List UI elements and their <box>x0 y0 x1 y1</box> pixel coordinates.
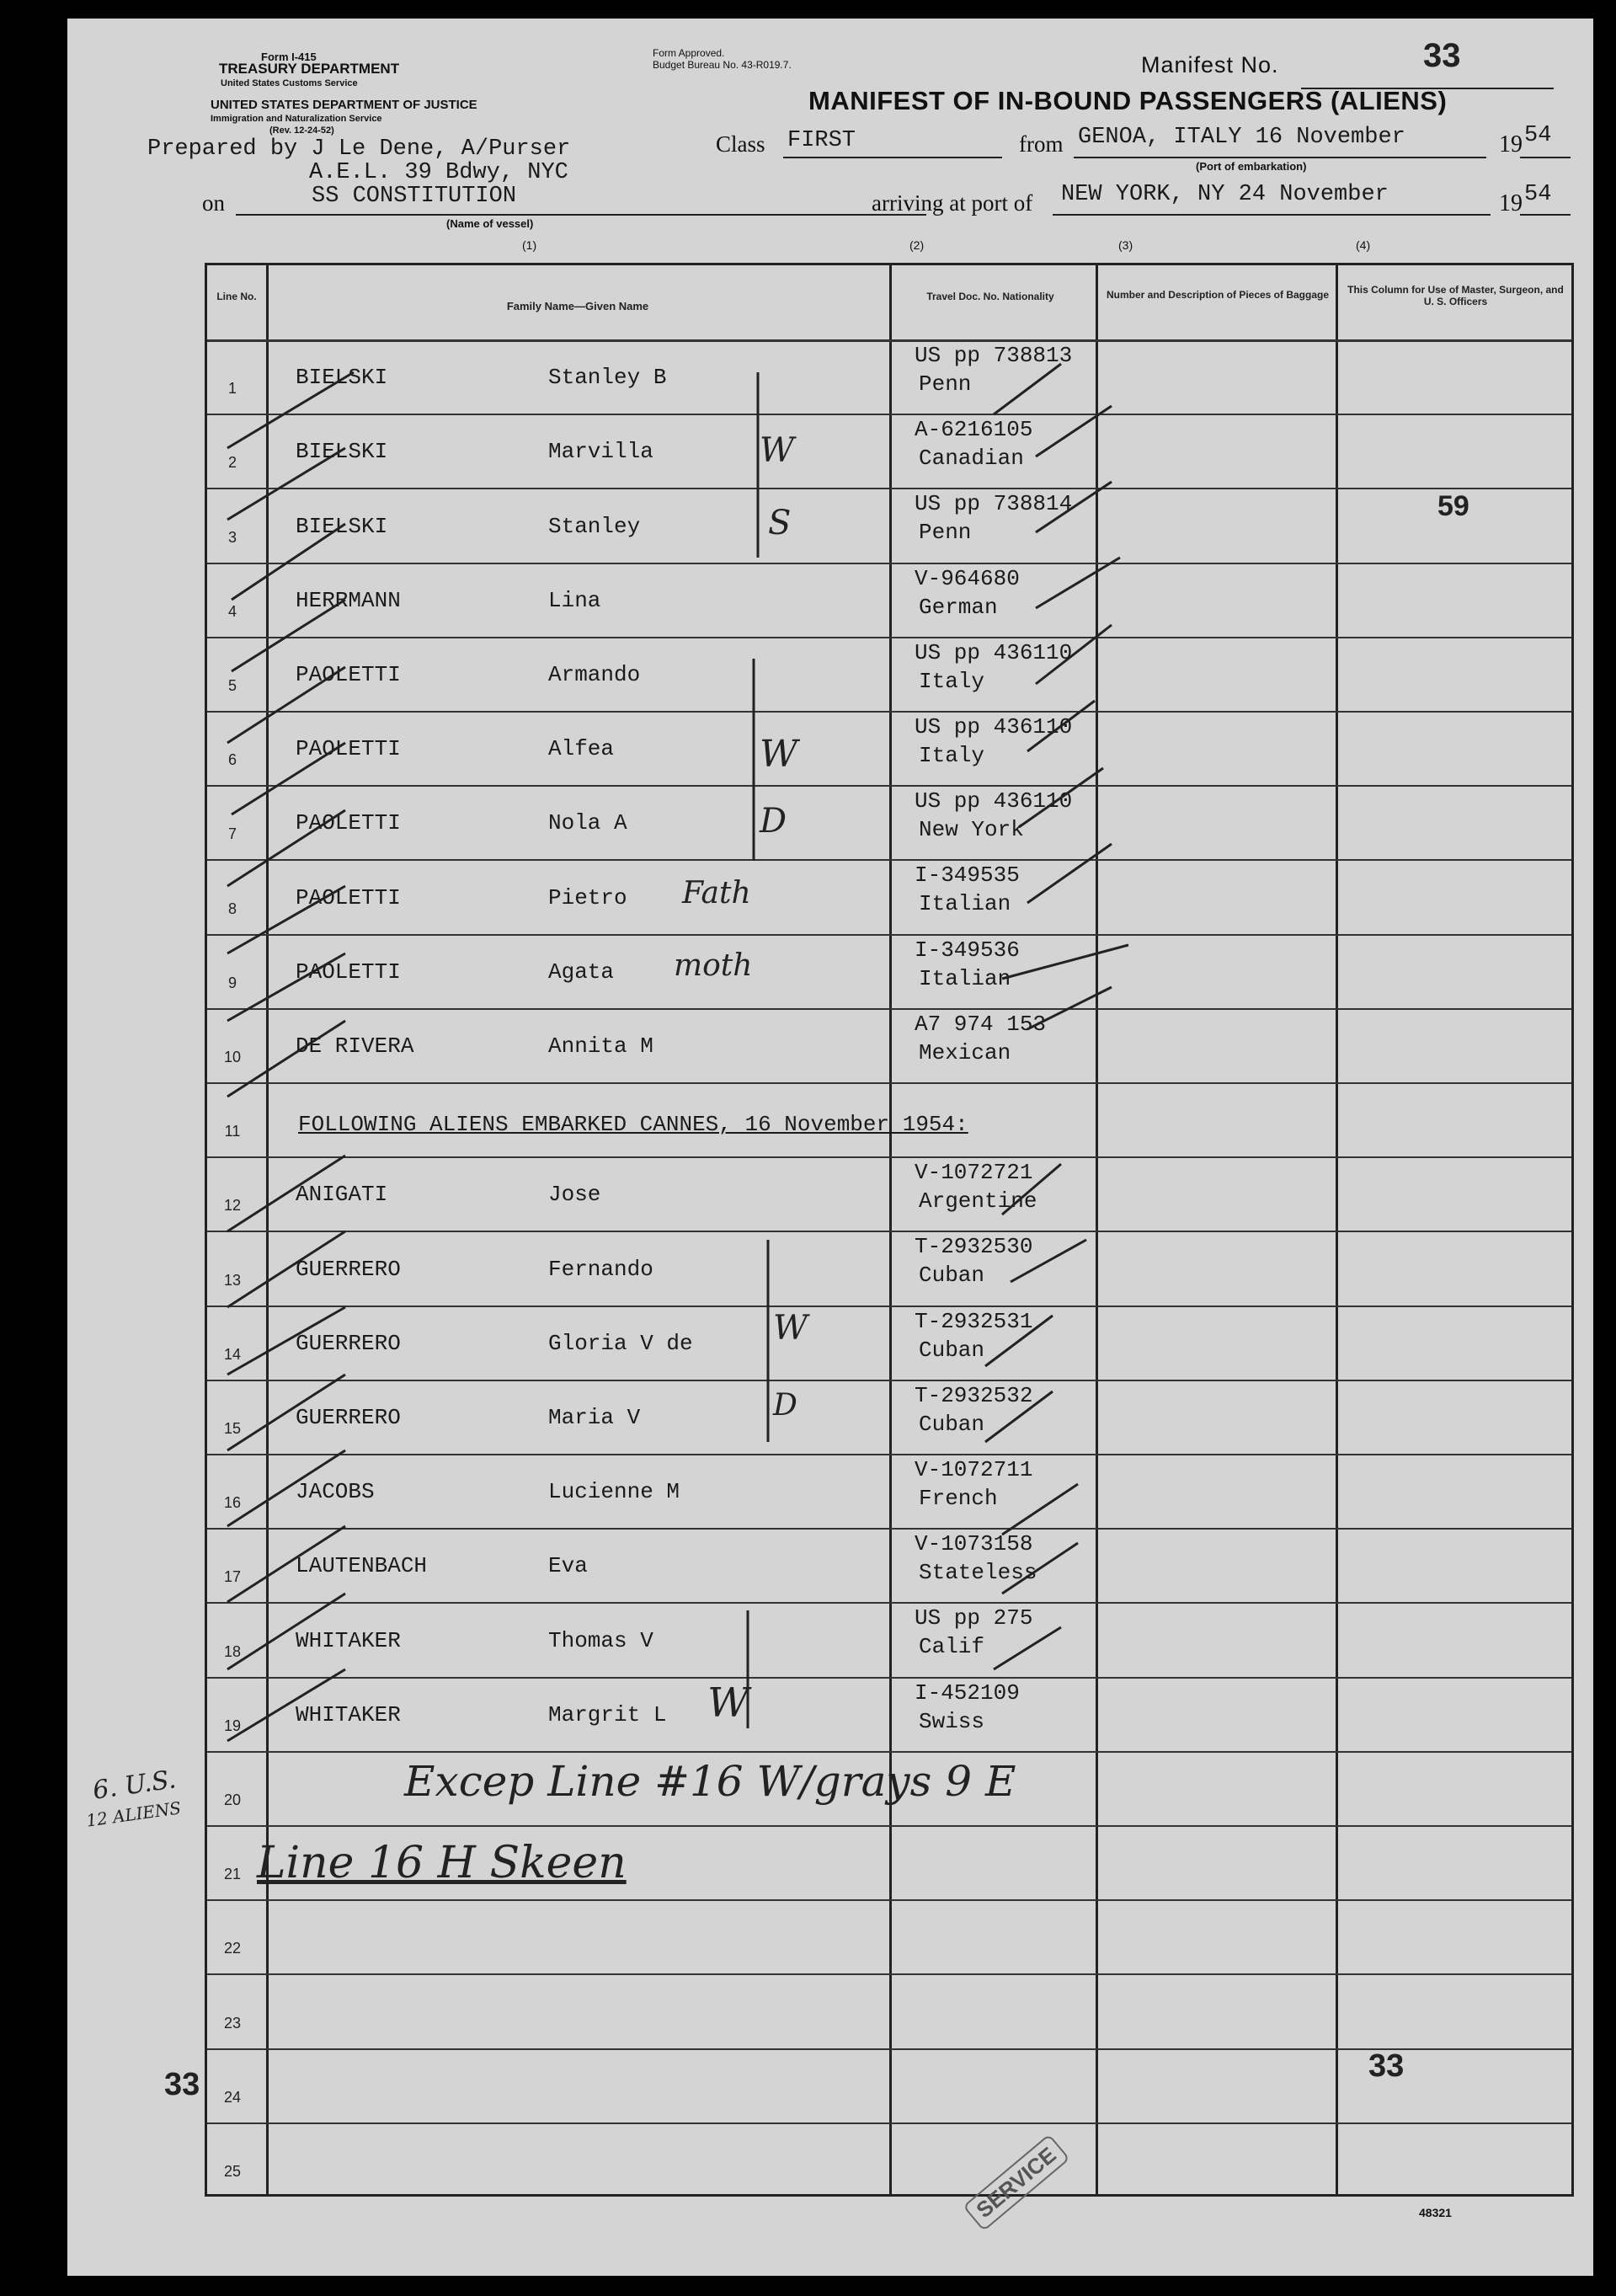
stamp-left: 33 <box>164 2067 200 2102</box>
line-number: 22 <box>223 1940 242 1957</box>
given-name: Fernando <box>548 1256 653 1282</box>
line-number: 19 <box>223 1717 242 1734</box>
line-number: 4 <box>227 602 237 620</box>
line-number: 10 <box>223 1048 242 1065</box>
nationality: Cuban <box>919 1263 985 1289</box>
travel-doc-number: T-2932530 <box>915 1234 1033 1260</box>
margin-count-aliens: 12 ALIENS <box>84 1797 183 1831</box>
nationality: German <box>919 594 998 620</box>
travel-doc-number: T-2932532 <box>915 1382 1033 1408</box>
from-year-prefix: 19 <box>1499 131 1523 158</box>
justice-dept: UNITED STATES DEPARTMENT OF JUSTICE <box>211 98 477 112</box>
col-num-2: (2) <box>909 238 925 252</box>
family-name: GUERRERO <box>296 1256 401 1282</box>
given-name: Agata <box>548 958 615 985</box>
given-name: Marvilla <box>548 439 653 465</box>
customs-service: United States Customs Service <box>221 78 358 88</box>
nationality: Italy <box>919 668 985 694</box>
handwritten-line21-note: Line 16 H Skeen <box>257 1838 627 1888</box>
given-name: Thomas V <box>548 1627 653 1653</box>
header-baggage: Number and Description of Pieces of Baggage <box>1106 289 1330 301</box>
handwritten-w: W <box>707 1679 749 1727</box>
nationality: Mexican <box>919 1039 1011 1065</box>
family-name: WHITAKER <box>296 1701 401 1727</box>
ins-service: Immigration and Naturalization Service <box>211 114 382 124</box>
line-number: 7 <box>227 825 237 843</box>
service-stamp: SERVICE <box>963 2134 1069 2232</box>
handwritten-father: Fath <box>682 876 751 910</box>
line-number: 12 <box>223 1197 242 1215</box>
family-name: PAOLETTI <box>296 736 401 762</box>
travel-doc-number: T-2932531 <box>915 1308 1033 1334</box>
line-number: 1 <box>227 380 237 398</box>
handwritten-s: S <box>768 504 792 542</box>
nationality: Stateless <box>919 1560 1037 1586</box>
line-number: 5 <box>227 676 237 694</box>
line-number: 13 <box>223 1271 242 1289</box>
family-name: GUERRERO <box>296 1330 401 1356</box>
nationality: Calif <box>919 1634 985 1660</box>
on-label: on <box>202 190 225 216</box>
travel-doc-number: V-1072711 <box>915 1457 1033 1482</box>
travel-doc-number: US pp 275 <box>915 1605 1033 1631</box>
given-name: Stanley B <box>548 365 667 391</box>
given-name: Armando <box>548 661 641 687</box>
col-num-3: (3) <box>1118 238 1133 252</box>
family-name: BIELSKI <box>296 439 388 465</box>
nationality: Italian <box>919 891 1011 917</box>
manifest-sheet <box>67 19 1593 2276</box>
travel-doc-number: I-349536 <box>915 937 1020 963</box>
class-label: Class <box>716 131 765 157</box>
manifest-number: 33 <box>1423 37 1461 74</box>
from-year: 54 <box>1524 123 1552 148</box>
officer-count: 59 <box>1437 490 1469 522</box>
nationality: Penn <box>919 520 972 546</box>
arriving-label: arriving at port of <box>872 190 1033 216</box>
header-family-name: Family Name—Given Name <box>506 300 649 312</box>
line-number: 15 <box>223 1419 242 1437</box>
line-number: 20 <box>223 1791 242 1808</box>
line-number: 11 <box>224 1123 241 1140</box>
family-name: DE RIVERA <box>296 1033 414 1059</box>
travel-doc-number: I-349535 <box>915 862 1020 889</box>
line-number: 18 <box>223 1642 242 1660</box>
line-number: 21 <box>223 1866 242 1883</box>
handwritten-w: W <box>760 733 798 776</box>
handwritten-d: D <box>760 802 787 841</box>
line-number: 25 <box>223 2162 242 2180</box>
manifest-label: Manifest No. <box>1141 52 1279 77</box>
margin-count-us: 6. U.S. <box>91 1765 179 1806</box>
family-name: WHITAKER <box>296 1627 401 1653</box>
nationality: Swiss <box>919 1708 985 1734</box>
pen-marks <box>67 19 1593 2276</box>
line-number: 14 <box>223 1345 242 1363</box>
line-number: 9 <box>227 974 237 991</box>
class-value: FIRST <box>787 128 856 153</box>
treasury-dept: TREASURY DEPARTMENT <box>219 61 400 77</box>
given-name: Pietro <box>548 884 627 910</box>
travel-doc-number: US pp 436110 <box>915 788 1073 814</box>
given-name: Stanley <box>548 513 641 539</box>
family-name: ANIGATI <box>296 1182 388 1208</box>
nationality: New York <box>919 817 1024 843</box>
travel-doc-number: V-964680 <box>915 565 1020 591</box>
purser-address: A.E.L. 39 Bdwy, NYC <box>309 160 568 185</box>
arriving-value: NEW YORK, NY 24 November <box>1061 182 1389 207</box>
line-number: 6 <box>227 751 237 769</box>
given-name: Lucienne M <box>548 1479 680 1505</box>
given-name: Lina <box>548 587 601 613</box>
family-name: HERRMANN <box>296 587 401 613</box>
port-embark-caption: (Port of embarkation) <box>1196 160 1307 173</box>
handwritten-w: W <box>773 1309 808 1348</box>
travel-doc-number: US pp 738814 <box>915 491 1073 517</box>
nationality: French <box>919 1486 998 1511</box>
bottom-code: 48321 <box>1419 2206 1452 2219</box>
col-num-4: (4) <box>1356 238 1371 252</box>
arrive-year: 54 <box>1524 182 1552 207</box>
from-value: GENOA, ITALY 16 November <box>1078 125 1405 150</box>
travel-doc-number: V-1072721 <box>915 1160 1033 1186</box>
line-number: 2 <box>227 454 237 472</box>
given-name: Eva <box>548 1553 588 1579</box>
handwritten-line20-note: Excep Line #16 W/grays 9 E <box>404 1757 1016 1806</box>
line-number: 16 <box>223 1494 242 1512</box>
handwritten-w: W <box>760 431 795 470</box>
line-number: 17 <box>223 1568 242 1586</box>
given-name: Alfea <box>548 736 615 762</box>
col-num-1: (1) <box>522 238 537 252</box>
given-name: Nola A <box>548 810 627 836</box>
given-name: Jose <box>548 1182 601 1208</box>
handwritten-mother: moth <box>674 948 753 983</box>
line-number: 8 <box>227 900 237 917</box>
family-name: BIELSKI <box>296 365 388 391</box>
stamp-right: 33 <box>1368 2048 1405 2084</box>
budget-bureau: Budget Bureau No. 43-R019.7. <box>653 59 792 71</box>
from-label: from <box>1019 131 1064 157</box>
prepared-by: Prepared by J Le Dene, A/Purser <box>147 136 571 162</box>
given-name: Annita M <box>548 1033 653 1059</box>
form-approved: Form Approved. <box>653 47 725 59</box>
family-name: GUERRERO <box>296 1404 401 1430</box>
vessel-caption: (Name of vessel) <box>446 217 534 230</box>
family-name: PAOLETTI <box>296 884 401 910</box>
family-name: PAOLETTI <box>296 810 401 836</box>
travel-doc-number: US pp 436110 <box>915 714 1073 740</box>
family-name: LAUTENBACH <box>296 1553 428 1579</box>
nationality: Italy <box>919 743 985 768</box>
handwritten-d: D <box>773 1388 797 1423</box>
line-number: 3 <box>227 528 237 546</box>
vessel-name: SS CONSTITUTION <box>312 184 517 209</box>
given-name: Maria V <box>548 1404 641 1430</box>
travel-doc-number: A7 974 153 <box>915 1011 1047 1037</box>
nationality: Argentine <box>919 1188 1037 1215</box>
cannes-embark-note: FOLLOWING ALIENS EMBARKED CANNES, 16 November 1954: <box>298 1112 968 1137</box>
given-name: Margrit L <box>548 1701 667 1727</box>
nationality: Penn <box>919 371 972 397</box>
nationality: Italian <box>919 965 1011 991</box>
travel-doc-number: I-452109 <box>915 1679 1020 1706</box>
family-name: PAOLETTI <box>296 958 401 985</box>
header-line-no: Line No. <box>216 291 257 302</box>
line-number: 24 <box>223 2088 242 2106</box>
arrive-year-prefix: 19 <box>1499 190 1523 216</box>
form-number: Form I-415 <box>261 51 317 63</box>
nationality: Canadian <box>919 446 1024 472</box>
header-officers: This Column for Use of Master, Surgeon, and U. S. Officers <box>1347 284 1564 307</box>
nationality: Cuban <box>919 1337 985 1363</box>
family-name: PAOLETTI <box>296 661 401 687</box>
rev-date: (Rev. 12-24-52) <box>269 125 334 136</box>
travel-doc-number: US pp 436110 <box>915 639 1073 665</box>
header-travel-doc: Travel Doc. No. Nationality <box>926 291 1054 302</box>
line-number: 23 <box>223 2014 242 2032</box>
travel-doc-number: US pp 738813 <box>915 343 1073 368</box>
family-name: JACOBS <box>296 1479 375 1505</box>
nationality: Cuban <box>919 1411 985 1437</box>
travel-doc-number: A-6216105 <box>915 417 1033 443</box>
family-name: BIELSKI <box>296 513 388 539</box>
given-name: Gloria V de <box>548 1330 693 1356</box>
page-title: MANIFEST OF IN-BOUND PASSENGERS (ALIENS) <box>808 86 1448 115</box>
travel-doc-number: V-1073158 <box>915 1531 1033 1557</box>
